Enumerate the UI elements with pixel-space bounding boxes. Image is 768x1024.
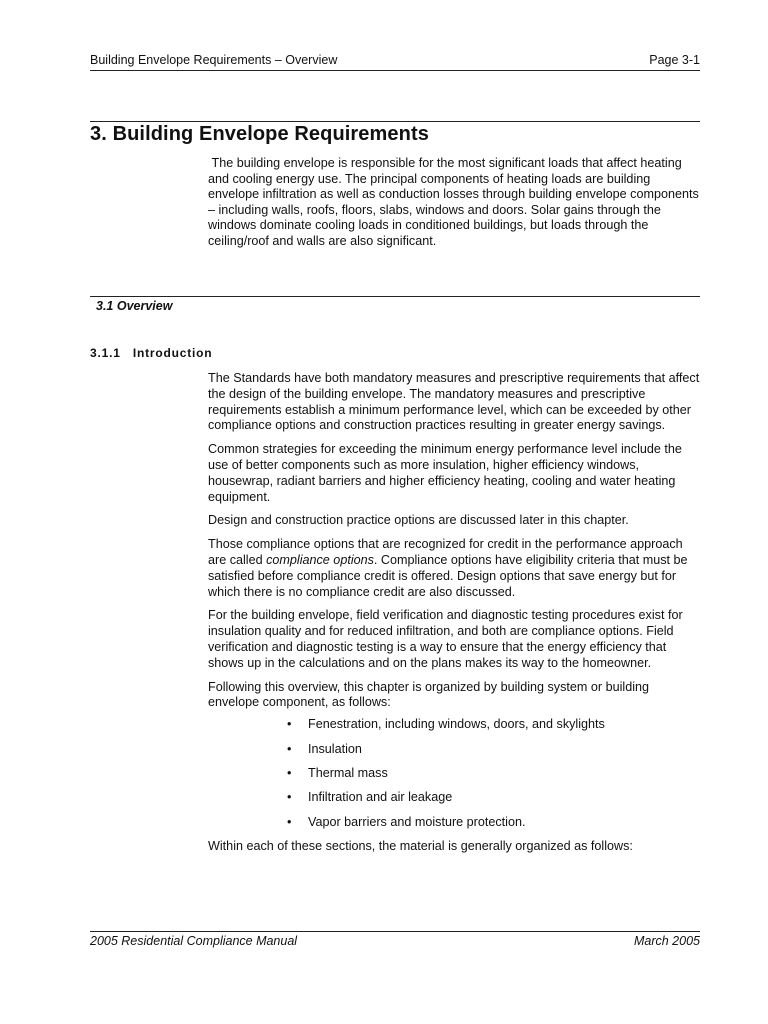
paragraph-section-organization: Within each of these sections, the material is generally organized as follows: bbox=[208, 839, 633, 854]
list-item bbox=[287, 790, 702, 806]
list-item-text: Vapor barriers and moisture protection. bbox=[308, 814, 526, 829]
list-item-text: Insulation bbox=[308, 741, 362, 756]
bullet-icon: • bbox=[287, 741, 292, 756]
manual-title: 2005 Residential Compliance Manual bbox=[90, 934, 298, 948]
paragraph-standards: The Standards have both mandatory measures and prescriptive requirements that affect the design of the building envelope. The mandatory measures and prescriptive requirements establish a minimum performance level, which can be exceeded by other compliance options and construction practices resulting in greater energy savings. bbox=[208, 371, 700, 433]
paragraph-field-verification: For the building envelope, field verification and diagnostic testing procedures exist for insulation quality and for reduced infiltration, and both are compliance options. Field verification and diagnostic testing is a way to ensure that the energy efficiency that shows up in the calculations and on the plans makes its way to the homeowner. bbox=[208, 608, 683, 670]
chapter-divider bbox=[90, 121, 700, 122]
page-header bbox=[90, 52, 700, 71]
chapter-intro bbox=[208, 156, 703, 250]
chapter-number: 3. bbox=[90, 123, 107, 145]
section-divider bbox=[90, 296, 700, 297]
bullet-icon: • bbox=[287, 790, 292, 805]
chapter-heading bbox=[90, 123, 429, 146]
page-number: Page 3-1 bbox=[649, 53, 700, 67]
paragraph-organization: Following this overview, this chapter is organized by building system or building envelope component, as follows: bbox=[208, 679, 650, 710]
page-footer bbox=[90, 931, 700, 948]
list-item bbox=[287, 815, 702, 831]
subsection-heading bbox=[90, 346, 212, 360]
list-item bbox=[287, 717, 702, 733]
compliance-options-term: compliance options bbox=[266, 552, 374, 567]
bullet-icon: • bbox=[287, 717, 292, 732]
subsection-title: Introduction bbox=[132, 346, 213, 360]
compliance-text-before: Those compliance options that are recognized for credit in the performance approach are called bbox=[208, 537, 683, 567]
list-item-text: Thermal mass bbox=[308, 765, 388, 780]
body-text bbox=[208, 371, 702, 863]
paragraph-strategies: Common strategies for exceeding the minimum energy performance level include the use of better components such as more insulation, higher efficiency windows, housewrap, radiant barriers and higher efficiency heating, cooling and water heating equipment. bbox=[208, 442, 682, 504]
header-title: Building Envelope Requirements – Overview bbox=[90, 53, 338, 67]
bullet-icon: • bbox=[287, 765, 292, 780]
chapter-title: Building Envelope Requirements bbox=[112, 123, 429, 145]
list-item-text: Fenestration, including windows, doors, and skylights bbox=[308, 717, 605, 732]
intro-paragraph: The building envelope is responsible for the most significant loads that affect heating and cooling energy use. The principal components of heating loads are building envelope infiltration as well as conduction losses through building envelope components – including walls, roofs, floors, slabs, windows and doors. Solar gains through the windows dominate cooling loads in conditioned buildings, but loads through the ceiling/roof and walls are also significant. bbox=[208, 156, 703, 248]
paragraph-design-options: Design and construction practice options are discussed later in this chapter. bbox=[208, 513, 629, 528]
compliance-text-after: . Compliance options have eligibility criteria that must be satisfied before compliance credit is offered. Design options that save energy but for which there is no compliance credit are also discussed. bbox=[208, 552, 688, 599]
list-item bbox=[287, 766, 702, 782]
publication-date: March 2005 bbox=[633, 934, 700, 948]
bullet-icon: • bbox=[287, 814, 292, 829]
list-item-text: Infiltration and air leakage bbox=[308, 790, 453, 805]
subsection-number: 3.1.1 bbox=[90, 346, 121, 360]
component-list bbox=[208, 717, 702, 830]
section-heading: 3.1 Overview bbox=[96, 299, 173, 313]
paragraph-compliance-options bbox=[208, 537, 702, 600]
list-item bbox=[287, 742, 702, 758]
